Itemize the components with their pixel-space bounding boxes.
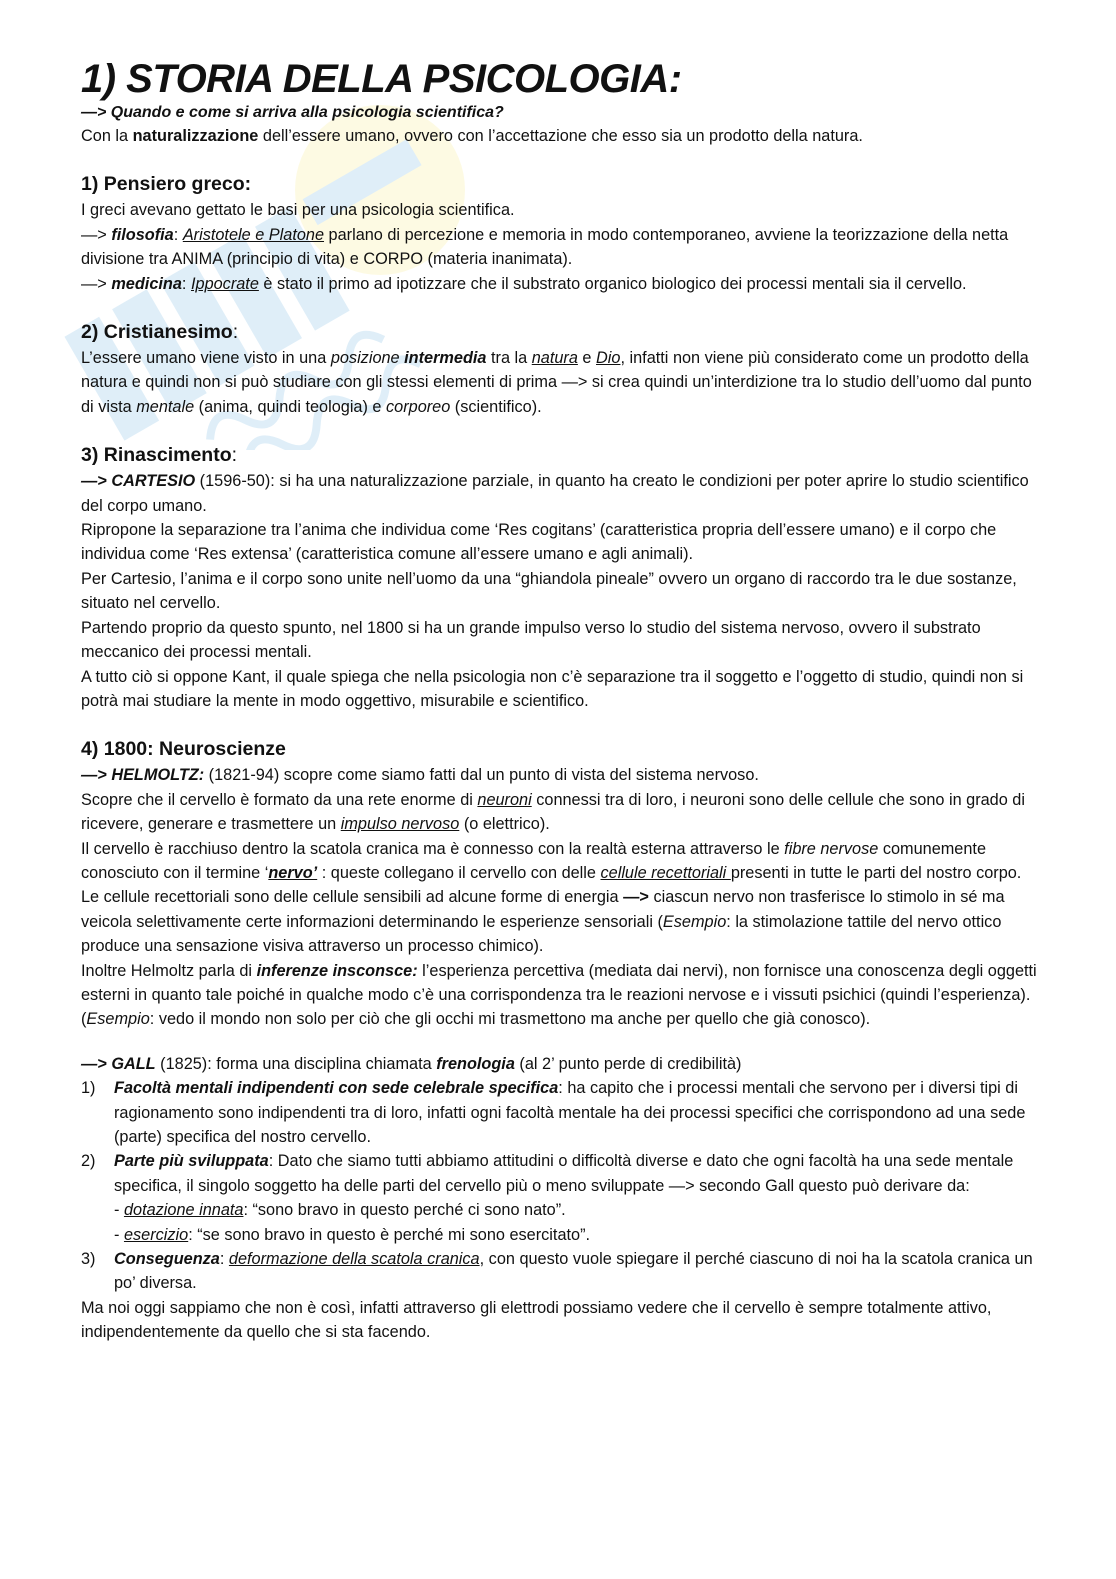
paragraph-cristianesimo: L’essere umano viene visto in una posizione intermedia tra la natura e Dio, infatti non viene più considerato come un prodotto della natura e quindi non si può studiare con gli stessi elementi di prima —> si crea quindi un’interdizione tra lo studio dell’uomo dal punto di vista mentale (anima, quindi teologia) e corporeo (scientifico). xyxy=(81,349,1032,416)
page-title: 1) STORIA DELLA PSICOLOGIA: xyxy=(81,57,682,101)
intro-paragraph: Con la naturalizzazione dell’essere umano, ovvero con l’accettazione che esso sia un prodotto della natura. xyxy=(81,127,863,145)
section-heading-rinascimento: 3) Rinascimento: xyxy=(81,444,238,467)
list-item: 1) Facoltà mentali indipendenti con sede celebrale specifica: ha capito che i processi mentali che servono per i diversi tipi di ragionamento sono indipendenti tra di loro, infatti ogni facoltà mentale ha dei processi specifici che corrispondono ad una sede (parte) specifica del nostro cervello. xyxy=(81,1079,1026,1146)
section-heading-neuroscienze: 4) 1800: Neuroscienze xyxy=(81,738,286,761)
gall-list xyxy=(81,1076,1041,1296)
paragraph-filosofia: —> filosofia: Aristotele e Platone parlano di percezione e memoria in modo contemporaneo, avviene la teorizzazione della netta divisione tra ANIMA (principio di vita) e CORPO (materia inanimata). xyxy=(81,225,1009,269)
paragraph-closing: Ma noi oggi sappiamo che non è così, infatti attraverso gli elettrodi possiamo vedere che il cervello è sempre totalmente attivo, indipendentemente da quello che si sta facendo. xyxy=(81,1298,992,1342)
sub-item: - esercizio: “se sono bravo in questo è perché mi sono esercitato”. xyxy=(114,1225,591,1244)
section-heading-pensiero-greco: 1) Pensiero greco: xyxy=(81,173,252,196)
paragraph-cartesio: —> CARTESIO (1596-50): si ha una naturalizzazione parziale, in quanto ha creato le condizioni per poter aprire lo studio scientifico del corpo umano. xyxy=(81,472,1029,515)
paragraph-medicina: —> medicina: Ippocrate è stato il primo ad ipotizzare che il substrato organico biologico dei processi mentali sia il cervello. xyxy=(81,274,967,293)
lead-question: —> Quando e come si arriva alla psicologia scientifica? xyxy=(81,104,504,121)
paragraph-helmoltz: —> HELMOLTZ: (1821-94) scopre come siamo fatti dal un punto di vista del sistema nervoso. xyxy=(81,766,759,785)
paragraph: Partendo proprio da questo spunto, nel 1800 si ha un grande impulso verso lo studio del sistema nervoso, ovvero il substrato meccanico dei processi mentali. xyxy=(81,618,981,662)
paragraph: Per Cartesio, l’anima e il corpo sono unite nell’uomo da una “ghiandola pineale” ovvero un organo di raccordo tra le due sostanze, situato nel cervello. xyxy=(81,569,1017,613)
paragraph-gall: —> GALL (1825): forma una disciplina chiamata frenologia (al 2’ punto perde di credibilità) xyxy=(81,1054,742,1073)
list-item: 2) Parte più sviluppata: Dato che siamo tutti abbiamo attitudini o difficoltà diverse e dato che ogni facoltà ha una sede mentale specifica, il singolo soggetto ha delle parti del cervello più o meno sviluppate —> secondo Gall questo può derivare da: - dotazione innata: “sono bravo in questo perché ci sono nato”. - esercizio: “se sono bravo in questo è perché mi sono esercitato”. xyxy=(81,1149,1041,1247)
list-item: 3) Conseguenza: deformazione della scatola cranica, con questo vuole spiegare il perché ciascuno di noi ha la scatola cranica un po’ diversa. xyxy=(81,1250,1033,1293)
paragraph: Il cervello è racchiuso dentro la scatola cranica ma è connesso con la realtà esterna attraverso le fibre nervose comunemente conosciuto con il termine ‘nervo’ : queste collegano il cervello con delle cellule recettoriali presenti in tutte le parti del nostro corpo. xyxy=(81,839,1022,882)
paragraph: A tutto ciò si oppone Kant, il quale spiega che nella psicologia non c’è separazione tra il soggetto e l’oggetto di studio, quindi non si potrà mai studiare la mente in modo oggettivo, misurabile e scientifico. xyxy=(81,667,1024,710)
paragraph: Scopre che il cervello è formato da una rete enorme di neuroni connessi tra di loro, i neuroni sono delle cellule che sono in grado di ricevere, generare e trasmettere un impulso nervoso (o elettrico). xyxy=(81,790,1025,834)
paragraph: Le cellule recettoriali sono delle cellule sensibili ad alcune forme di energia —> ciascun nervo non trasferisce lo stimolo in sé ma veicola selettivamente certe informazioni determinando le esperienze sensoriali (Esempio: la stimolazione tattile del nervo ottico produce una sensazione visiva attraverso un processo chimico). xyxy=(81,888,1005,956)
paragraph: Inoltre Helmoltz parla di inferenze insconsce: l’esperienza percettiva (mediata dai nervi), non fornisce una conoscenza degli oggetti esterni in quanto tale poiché in qualche modo c’è una corrispondenza tra le reazioni nervose e i vissuti psichici (quindi l’esperienza). xyxy=(81,961,1037,1004)
sub-item: - dotazione innata: “sono bravo in questo perché ci sono nato”. xyxy=(114,1201,566,1220)
document-body xyxy=(81,56,1041,1345)
section-heading-cristianesimo: 2) Cristianesimo: xyxy=(81,321,239,344)
paragraph: (Esempio: vedo il mondo non solo per ciò che gli occhi mi trasmettono ma anche per quello che già conosco). xyxy=(81,1010,871,1029)
paragraph: Ripropone la separazione tra l’anima che individua come ‘Res cogitans’ (caratteristica propria dell’essere umano) e il corpo che individua come ‘Res extensa’ (caratteristica comune all’essere umano e agli animali). xyxy=(81,521,997,564)
paragraph: I greci avevano gettato le basi per una psicologia scientifica. xyxy=(81,201,515,220)
